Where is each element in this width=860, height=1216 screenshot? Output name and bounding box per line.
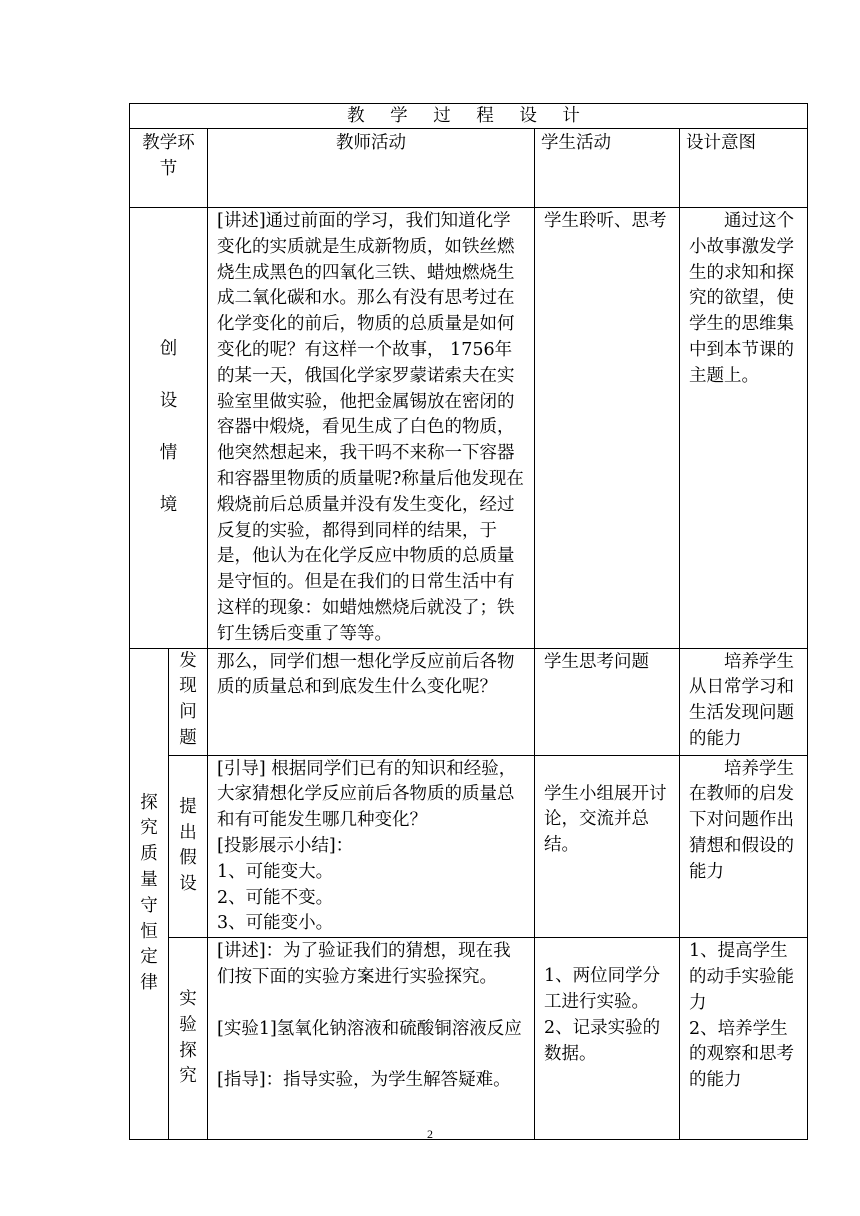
tichu-design-intent: 培养学生在教师的启发下对问题作出猜想和假设的能力 [680, 755, 808, 938]
substage-tichu: 提 出 假 设 [169, 755, 208, 938]
faxian-design-intent: 培养学生从日常学习和生活发现问题的能力 [680, 648, 808, 755]
header-intent: 设计意图 [680, 129, 808, 208]
stage-tanjiu [130, 648, 169, 1140]
tichu-student-activity: 学生小组展开讨论，交流并总结。 [535, 755, 680, 938]
faxian-teacher-activity: 那么，同学们想一想化学反应前后各物质的质量总和到底发生什么变化呢？ [208, 648, 535, 755]
stage-tanjiu-label: 探 究 质 量 守 恒 定 律 [140, 792, 158, 994]
tichu-teacher-activity: [引导] 根据同学们已有的知识和经验，大家猜想化学反应前后各物质的质量总和有可能发生哪几种变化？ [投影展示小结]： 1、可能变大。 2、可能不变。 3、可能变小。 [208, 755, 535, 938]
shiyan-teacher-activity: [讲述]：为了验证我们的猜想，现在我们按下面的实验方案进行实验探究。 [实验1]氢氧化钠溶液和硫酸铜溶液反应 [指导]：指导实验，为学生解答疑难。 [208, 938, 535, 1140]
header-student: 学生活动 [535, 129, 680, 208]
shiyan-student-activity: 1、两位同学分工进行实验。 2、记录实验的数据。 [535, 938, 680, 1140]
substage-shiyan: 实 验 探 究 [169, 938, 208, 1140]
stage-chuangshe [130, 208, 208, 649]
header-stage: 教学环节 [130, 129, 208, 208]
page-number: 2 [427, 1127, 433, 1141]
faxian-student-activity: 学生思考问题 [535, 648, 680, 755]
chuangshe-student-activity: 学生聆听、思考 [535, 208, 680, 649]
table-title: 教 学 过 程 设 计 [130, 104, 808, 129]
chuangshe-teacher-activity: [讲述]通过前面的学习，我们知道化学变化的实质就是生成新物质，如铁丝燃烧生成黑色的四氧化三铁、蜡烛燃烧生成二氧化碳和水。那么有没有思考过在化学变化的前后，物质的总质量是如何变化的呢？有这样一个故事， 1756年的某一天，俄国化学家罗蒙诺索夫在实验室里做实验，他把金属锡放在密闭的容器中煅烧，看见生成了白色的物质，他突然想起来，我干吗不来称一下容器和容器里物质的质量呢?称量后他发现在煅烧前后总质量并没有发生变化，经过反复的实验，都得到同样的结果，于是，他认为在化学反应中物质的总质量是守恒的。但是在我们的日常生活中有这样的现象：如蜡烛燃烧后就没了；铁钉生锈后变重了等等。 [208, 208, 535, 649]
substage-faxian: 发 现 问 题 [169, 648, 208, 755]
shiyan-design-intent: 1、提高学生的动手实验能力 2、培养学生的观察和思考的能力 [680, 938, 808, 1140]
stage-chuangshe-label: 创 设 情 境 [159, 339, 178, 515]
teaching-process-table [129, 103, 808, 1140]
chuangshe-design-intent: 通过这个小故事激发学生的求知和探究的欲望，使学生的思维集中到本节课的主题上。 [680, 208, 808, 649]
header-teacher: 教师活动 [208, 129, 535, 208]
